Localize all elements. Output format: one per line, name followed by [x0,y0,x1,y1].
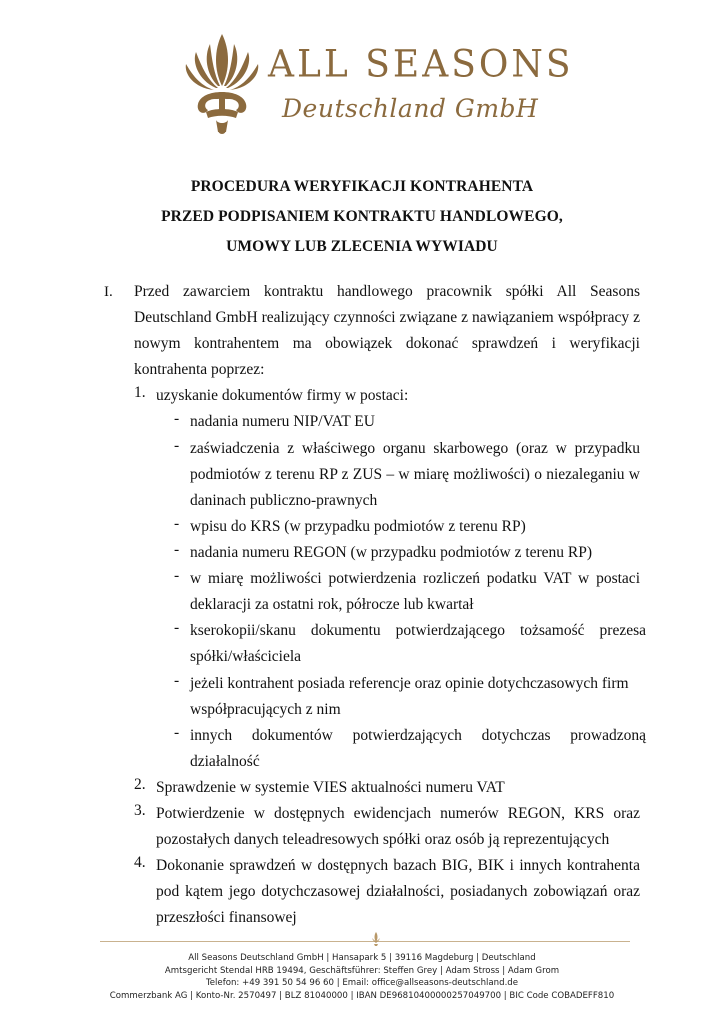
dash-marker: - [174,567,180,584]
dash-marker: - [174,672,180,689]
list-item-text: Dokonanie sprawdzeń w dostępnych bazach BIG, BIK i innych kontrahenta [156,857,640,874]
dash-marker: - [174,619,180,636]
subitem-text: wpisu do KRS (w przypadku podmiotów z terenu RP) [190,518,526,535]
subitem-text: kserokopii/skanu dokumentu potwierdzającego tożsamość prezesa [190,622,646,639]
footer [0,952,724,1002]
list-number: 4. [134,854,146,871]
dash-marker: - [174,724,180,741]
list-item-text: Sprawdzenie w systemie VIES aktualności numeru VAT [156,779,505,796]
list-item-text: pozostałych danych teleadresowych spółki oraz osób ją reprezentujących [156,831,610,848]
subitem-text: innych dokumentów potwierdzających dotychczas prowadzoną [190,727,646,744]
dash-marker: - [174,410,180,427]
subitem-text: daninach publiczno-prawnych [190,492,378,509]
section-numeral: I. [104,284,113,300]
list-number: 2. [134,776,146,793]
title-line: UMOWY LUB ZLECENIA WYWIADU [226,238,498,255]
list-item-text: przeszłości finansowej [156,909,297,926]
subitem-text: współpracujących z nim [190,701,341,718]
subitem-text: w miarę możliwości potwierdzenia rozliczeń podatku VAT w postaci [190,570,640,587]
list-number: 1. [134,384,146,401]
list-item-text: uzyskanie dokumentów firmy w postaci: [156,387,409,404]
footer-address: All Seasons Deutschland GmbH | Hansapark 5 | 39116 Magdeburg | Deutschland [188,953,536,963]
intro-line: kontrahenta poprzez: [134,361,265,378]
subitem-text: zaświadczenia z właściwego organu skarbowego (oraz w przypadku [190,440,640,457]
document-title [0,172,724,262]
intro-line: Przed zawarciem kontraktu handlowego pracownik spółki All Seasons [134,283,640,300]
subitem-text: działalność [190,753,260,770]
footer-bank: Commerzbank AG | Konto-Nr. 2570497 | BLZ 81040000 | IBAN DE96810400000257049700 | BIC Code COBADEFF810 [109,990,615,1001]
subitem-text: nadania numeru REGON (w przypadku podmiotów z terenu RP) [190,544,593,561]
footer-divider [100,941,630,942]
subitem-text: jeżeli kontrahent posiada referencje oraz opinie dotychczasowych firm [190,675,629,692]
intro-line: Deutschland GmbH realizujący czynności związane z nawiązaniem współpracy z [134,309,640,326]
logo-subtitle: Deutschland GmbH [282,94,539,123]
title-line: PROCEDURA WERYFIKACJI KONTRAHENTA [190,178,534,195]
list-item-text: Potwierdzenie w dostępnych ewidencjach numerów REGON, KRS oraz [156,805,640,822]
company-logo [0,0,724,150]
subitem-text: spółki/właściciela [190,648,302,665]
intro-line: nowym kontrahentem ma obowiązek dokonać sprawdzeń i weryfikacji [134,335,640,352]
list-number: 3. [134,802,146,819]
subitem-text: podmiotów z terenu RP z ZUS – w miarę możliwości) o niezaleganiu w [190,466,640,483]
dash-marker: - [174,515,180,532]
dash-marker: - [174,437,180,454]
subitem-text: deklaracji za ostatni rok, półrocze lub kwartał [190,596,474,613]
title-line: PRZED PODPISANIEM KONTRAKTU HANDLOWEGO, [161,208,563,225]
footer-contact: Telefon: +49 391 50 54 96 60 | Email: office@allseasons-deutschland.de [205,978,519,989]
list-item-text: pod kątem jego dotychczasowej działalności, posiadanych zobowiązań oraz [156,883,640,900]
subitem-text: nadania numeru NIP/VAT EU [190,413,375,430]
logo-name: ALL SEASONS [268,42,574,87]
dash-marker: - [174,541,180,558]
footer-ornament-icon [370,932,382,946]
footer-registry: Amtsgericht Stendal HRB 19494, Geschäftsführer: Steffen Grey | Adam Stross | Adam Grom [164,965,560,976]
